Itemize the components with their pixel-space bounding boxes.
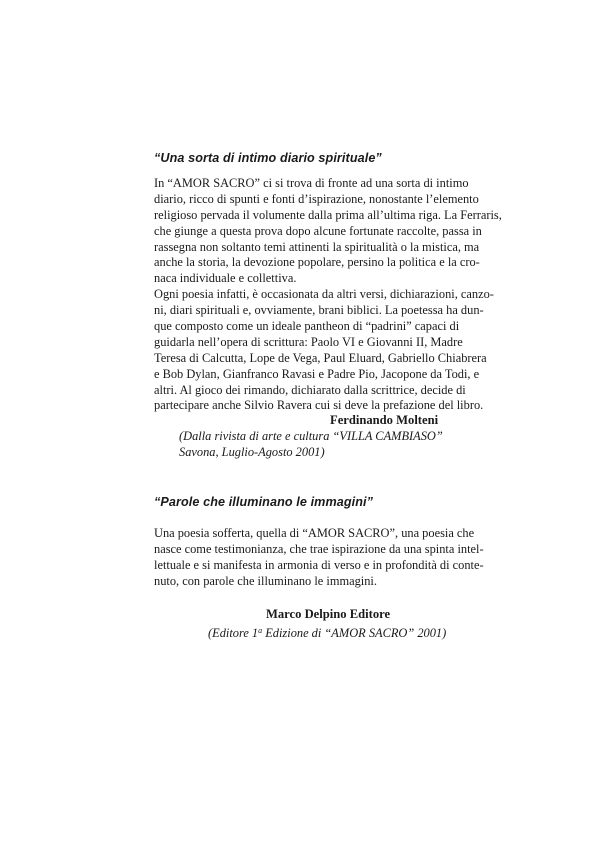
signature-author-molteni: Ferdinando Molteni	[330, 413, 439, 427]
section-title-parole-illuminano: “Parole che illuminano le immagini”	[154, 495, 374, 509]
text-line: diario, ricco di spunti e fonti d’ispirazione, nonostante l’elemento	[154, 191, 479, 206]
text-line: altri. Al gioco dei rimando, dichiarato dalla scrittrice, decide di	[154, 382, 466, 397]
source-prefix: (Editore 1	[208, 626, 259, 640]
source-citation-line-2: Savona, Luglio-Agosto 2001)	[179, 445, 325, 459]
source-citation-edition	[208, 623, 446, 641]
signature-publisher-delpino: Marco Delpino Editore	[266, 607, 391, 621]
text-line: nuto, con parole che illuminano le immagini.	[154, 573, 377, 588]
text-line: rassegna non soltanto temi attinenti la spiritualità o la mistica, ma	[154, 239, 480, 254]
text-line: e Bob Dylan, Gianfranco Ravasi e Padre Pio, Jacopone da Todi, e	[154, 366, 480, 381]
text-line: lettuale e si manifesta in armonia di verso e in profondità di conte-	[154, 557, 484, 572]
source-citation-line-1: (Dalla rivista di arte e cultura “VILLA CAMBIASO”	[179, 429, 443, 443]
text-line: naca individuale e collettiva.	[154, 271, 297, 286]
text-line: In “AMOR SACRO” ci si trova di fronte ad una sorta di intimo	[154, 176, 469, 190]
text-line: Ogni poesia infatti, è occasionata da altri versi, dichiarazioni, canzo-	[154, 287, 494, 302]
text-line: religioso pervada il volumente dalla prima all’ultima riga. La Ferraris,	[154, 207, 502, 222]
review-paragraph-delpino	[154, 526, 484, 590]
text-line: Teresa di Calcutta, Lope de Vega, Paul Eluard, Gabriello Chiabrera	[154, 350, 487, 365]
edition-superscript: a	[258, 626, 263, 635]
text-line: Una poesia sofferta, quella di “AMOR SACRO”, una poesia che	[154, 526, 475, 540]
text-line: anche la storia, la devozione popolare, persino la politica e la cro-	[154, 255, 480, 270]
source-suffix: Edizione di “AMOR SACRO” 2001)	[262, 626, 447, 640]
review-paragraph-molteni	[154, 176, 502, 414]
text-line: che giunge a questa prova dopo alcune fortunate raccolte, passa in	[154, 223, 482, 238]
text-line: partecipare anche Silvio Ravera cui si deve la prefazione del libro.	[154, 398, 484, 413]
section-title-intimo-diario: “Una sorta di intimo diario spirituale”	[154, 151, 382, 165]
text-line: guidarla nell’opera di scrittura: Paolo VI e Giovanni II, Madre	[154, 334, 463, 349]
text-line: ni, diari spirituali e, ovviamente, brani biblici. La poetessa ha dun-	[154, 303, 484, 318]
text-line: que composto come un ideale pantheon di “padrini” capaci di	[154, 319, 460, 334]
text-line: nasce come testimonianza, che trae ispirazione da una spinta intel-	[154, 541, 484, 556]
